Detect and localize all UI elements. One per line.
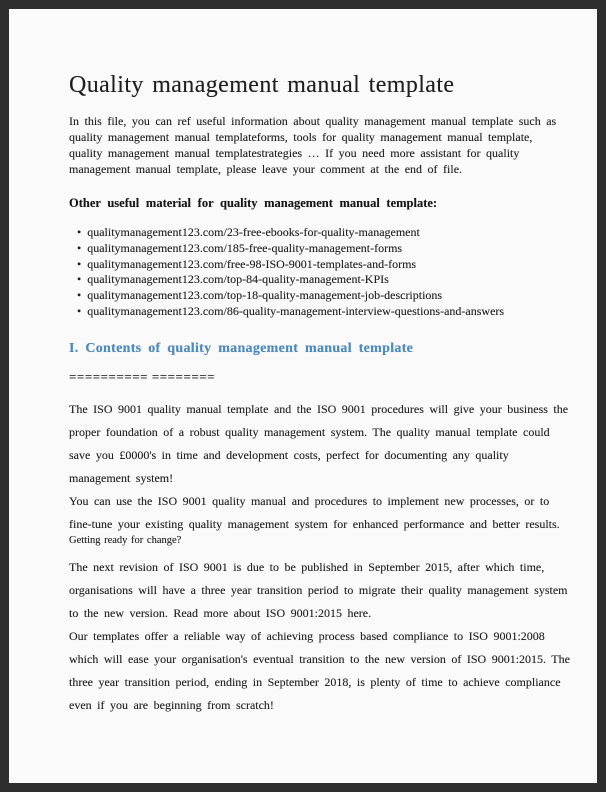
body-line: management system! <box>69 470 174 485</box>
body-line: The ISO 9001 quality manual template and the ISO 9001 procedures will give your business the <box>69 401 569 416</box>
resource-link: • qualitymanagement123.com/86-quality-management-interview-questions-and-answers <box>69 304 561 320</box>
other-material-heading: Other useful material for quality management manual template: <box>69 196 438 210</box>
body-line: Our templates offer a reliable way of achieving process based compliance to ISO 9001:2008 <box>69 628 545 643</box>
separator-line: ========== ======== <box>69 368 216 384</box>
paragraph-revision-2015 <box>69 556 568 625</box>
intro-line: quality management manual templateforms, tools for quality management manual template, <box>69 130 533 144</box>
resource-link: • qualitymanagement123.com/free-98-ISO-9001-templates-and-forms <box>69 257 561 273</box>
body-line: even if you are beginning from scratch! <box>69 697 274 712</box>
paragraph-iso-benefits <box>69 398 569 490</box>
resource-link: • qualitymanagement123.com/23-free-ebooks-for-quality-management <box>69 225 561 241</box>
document-content <box>9 9 597 717</box>
body-line: The next revision of ISO 9001 is due to be published in September 2015, after which time, <box>69 559 545 574</box>
resource-link-list <box>69 225 561 320</box>
resource-link: • qualitymanagement123.com/top-18-quality-management-job-descriptions <box>69 288 561 304</box>
paragraph-templates-compliance <box>69 625 570 717</box>
document-title: Quality management manual template <box>69 72 455 98</box>
body-line: fine-tune your existing quality management system for enhanced performance and better results. <box>69 516 560 531</box>
body-line: which will ease your organisation's eventual transition to the new version of ISO 9001:2015. The <box>69 651 570 666</box>
intro-line: management manual template, please leave your comment at the end of file. <box>69 162 463 176</box>
paragraph-usage <box>69 490 561 536</box>
body-line: organisations will have a three year transition period to migrate their quality management system <box>69 582 568 597</box>
body-line: You can use the ISO 9001 quality manual and procedures to implement new processes, or to <box>69 493 550 508</box>
body-line: to the new version. Read more about ISO 9001:2015 here. <box>69 605 372 620</box>
intro-line: quality management manual templatestrategies … If you need more assistant for quality <box>69 146 520 160</box>
body-line: save you £0000's in time and development costs, perfect for documenting any quality <box>69 447 509 462</box>
intro-line: In this file, you can ref useful information about quality management manual template such as <box>69 114 557 128</box>
body-line: three year transition period, ending in September 2018, is plenty of time to achieve compliance <box>69 674 561 689</box>
body-line: proper foundation of a robust quality management system. The quality manual template could <box>69 424 550 439</box>
intro-paragraph <box>69 113 561 177</box>
change-ready-note: Getting ready for change? <box>69 534 182 546</box>
resource-link: • qualitymanagement123.com/185-free-quality-management-forms <box>69 241 561 257</box>
section-heading: I. Contents of quality management manual template <box>69 340 414 356</box>
resource-link: • qualitymanagement123.com/top-84-quality-management-KPIs <box>69 272 561 288</box>
